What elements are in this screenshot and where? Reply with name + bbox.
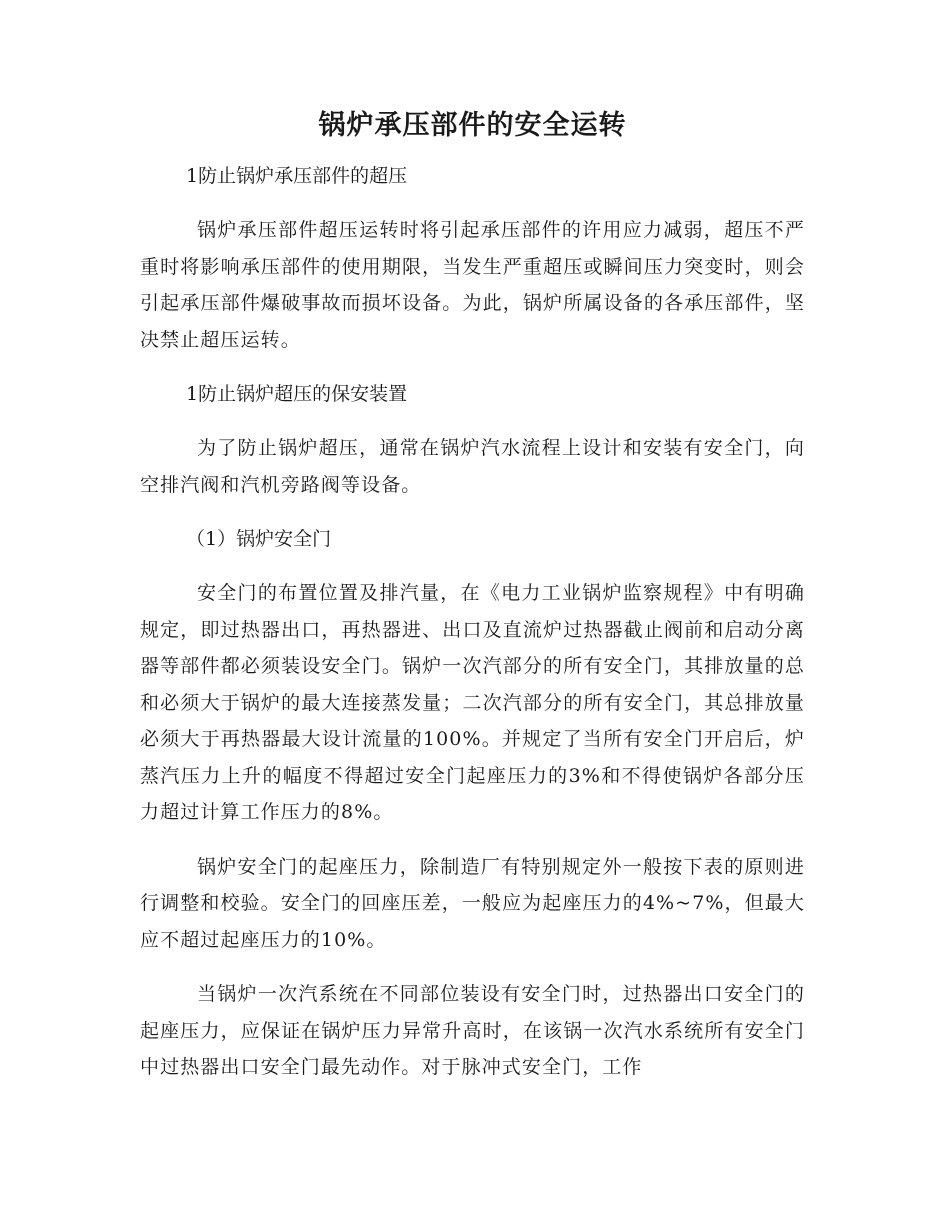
page-title: 锅炉承压部件的安全运转: [318, 110, 627, 141]
paragraph-overpressure-intro: 锅炉承压部件超压运转时将引起承压部件的许用应力减弱，超压不严重时将影响承压部件的使用期限，当发生严重超压或瞬间压力突变时，则会引起承压部件爆破事故而损坏设备。为此，锅炉所属设备的各承压部件，坚决禁止超压运转。: [140, 219, 805, 351]
document-page: [140, 108, 805, 1104]
paragraph-safety-valve-sequence: 当锅炉一次汽系统在不同部位装设有安全门时，过热器出口安全门的起座压力，应保证在锅炉压力异常升高时，在该锅一次汽水系统所有安全门中过热器出口安全门最先动作。对于脉冲式安全门，工作: [140, 983, 805, 1078]
section-heading-safety-devices: 1防止锅炉超压的保安装置: [186, 383, 408, 405]
paragraph-safety-valve-pressure: 锅炉安全门的起座压力，除制造厂有特别规定外一般按下表的原则进行调整和校验。安全门的回座压差，一般应为起座压力的4%~7%，但最大应不超过起座压力的10%。: [140, 855, 805, 951]
section-heading-overpressure: 1防止锅炉承压部件的超压: [186, 165, 408, 187]
paragraph-safety-valve-layout: 安全门的布置位置及排汽量，在《电力工业锅炉监察规程》中有明确规定，即过热器出口，再热器进、出口及直流炉过热器截止阀前和启动分离器等部件都必须装设安全门。锅炉一次汽部分的所有安全门，其排放量的总和必须大于锅炉的最大连接蒸发量；二次汽部分的所有安全门，其总排放量必须大于再热器最大设计流量的100%。并规定了当所有安全门开启后，炉蒸汽压力上升的幅度不得超过安全门起座压力的3%和不得使锅炉各部分压力超过计算工作压力的8%。: [140, 582, 805, 823]
subsection-heading-safety-valve: （1）锅炉安全门: [186, 528, 332, 550]
paragraph-safety-devices: 为了防止锅炉超压，通常在锅炉汽水流程上设计和安装有安全门，向空排汽阀和汽机旁路阀等设备。: [140, 437, 805, 496]
